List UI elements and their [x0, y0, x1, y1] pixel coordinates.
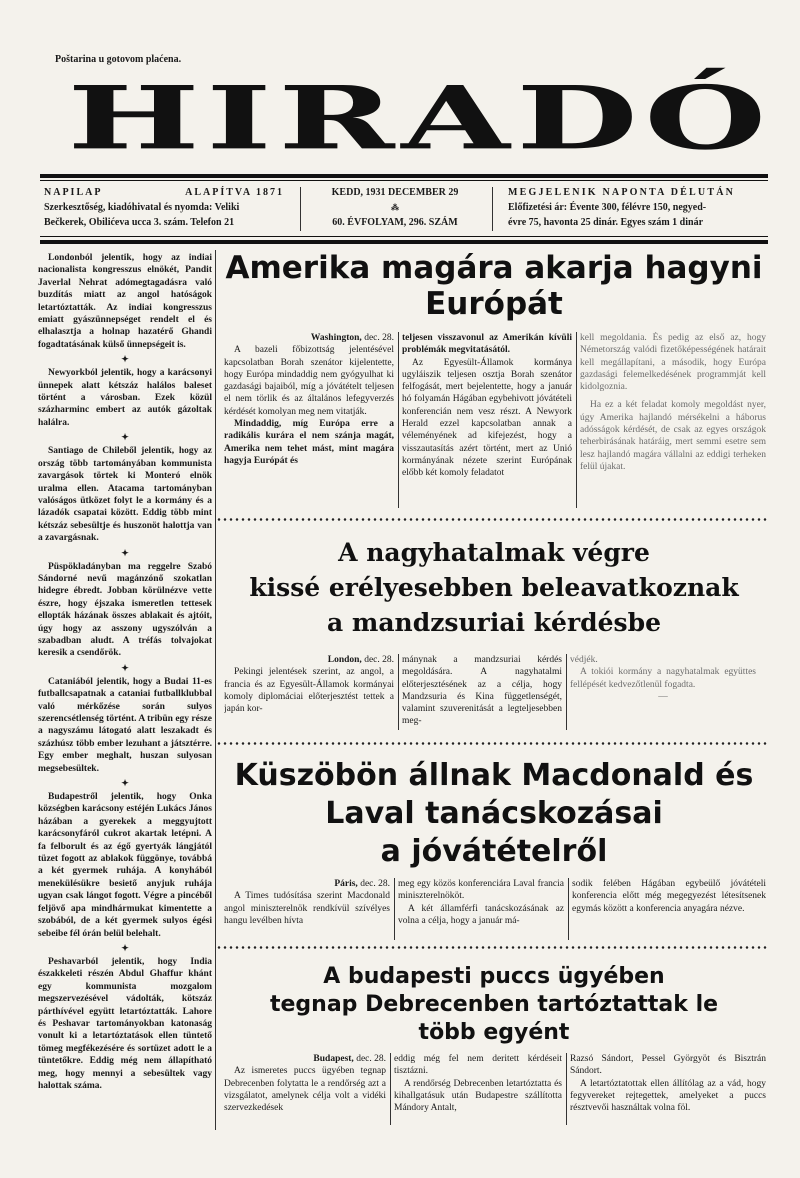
header-price-2: évre 75, havonta 25 dinár. Egyes szám 1 dinár: [508, 217, 704, 228]
header-left: [44, 185, 284, 230]
article-1-text-3: kell megoldania. És pedig az első az, hogy Németország valódi fizetőképességének határait kell megállapítani, a második, hogy Európa gazdasági felemelkedésének programmját kell kidolgoznia.: [580, 333, 766, 393]
masthead: [67, 66, 773, 169]
article-1-column-2: [402, 332, 572, 508]
article-1-date: dec. 28.: [364, 333, 394, 343]
article-4-headline-line-3: több egyént: [418, 1020, 570, 1045]
article-4-text-2: eddig még fel nem deritett kérdéseit tisztázni.: [394, 1054, 562, 1077]
article-4-text-1: Az ismeretes puccs ügyében tegnap Debrecenben folytatta le a rendőrség azt a vizsgálatot, amelynek célja volt a vidéki szervezkedések: [224, 1066, 386, 1114]
article-1-text-1: A bazeli főbizottság jelentésével kapcsolatban Borah szenátor kijelentette, hogy Európa mindaddig nem gyógyulhat ki gazdasági bajaiból, míg a jóvátételt teljesen el nem törlik és az általános lefegyverzés kérdését komolyan meg nem vitatják.: [224, 345, 394, 417]
article-2-headline-line-3: a mandzsuriai kérdésbe: [327, 608, 661, 637]
header-center: [310, 185, 480, 230]
article-4-headline-line-1: A budapesti puccs ügyében: [323, 964, 665, 989]
article-1-text-1-bold: Mindaddig, míg Európa erre a radikális kurára el nem szánja magát, Amerika nem tehet mást, mint magára hagyja Európát és: [224, 419, 394, 466]
news-item: Peshavarból jelentik, hogy India északkeleti részén Abdul Ghaffur khánt egy kommunista mozgalom megszervezésével vádolták, kötszáz párthívével együtt letartóztatták. Lahore és Peshavar tartományokban katonaság vonult ki a letartóztatások ellen tüntető tömeg megfékezésére és sortüzet adott le a tüntetőkre. Eddig még nem állapítható meg, hogy mennyi a sebesültek vagy halottak száma.: [38, 956, 212, 1091]
article-4-text-3: Razsó Sándort, Pessel Györgyöt és Bisztrán Sándort.: [570, 1054, 766, 1077]
article-2-date: dec. 28.: [364, 655, 394, 665]
left-column-divider: [215, 250, 216, 1130]
article-separator: [216, 741, 768, 746]
article-3-date: dec. 28.: [360, 879, 390, 889]
header-ornament: ⁂: [391, 203, 399, 212]
article-1-column-1: [224, 332, 394, 508]
article-3-headline-line-1: Küszöbön állnak Macdonald és: [234, 758, 754, 793]
article-2-text-1: Pekingi jelentések szerint, az angol, a francia és az Egyesült-Államok kormányai komoly diplomáciai előterjesztést tettek a japán kor-: [224, 667, 394, 715]
article-2-dateline: London,: [327, 655, 362, 665]
news-item: Cataniából jelentik, hogy a Budai 11-es futballcsapatnak a cataniai futballklubbal való mérkőzése során sulyos szerencsétlenség történt. A tribün egy része a nagyszámu látogató alatt leszakadt és százhúsz több ember lezuhant a játsztérre. Egy ember meghalt, huszan sulyosan megsebesültek.: [38, 676, 212, 774]
article-4-dateline: Budapest,: [313, 1054, 354, 1064]
article-2-column-2: [402, 654, 562, 730]
article-2-headline-line-2: kissé erélyesebben beleavatkoznak: [249, 573, 739, 602]
article-separator: [216, 517, 768, 522]
header-rule-top-thin: [40, 180, 768, 181]
article-1-text-2-bold: teljesen visszavonul az Amerikán kívüli problémák megvitatásától.: [402, 333, 572, 356]
article-3-column-2: [398, 878, 564, 940]
article-2-column-3: [570, 654, 756, 730]
header-address-2: Bečkerek, Obilićeva ucca 3. szám. Telefon 21: [44, 217, 235, 228]
postal-note: Poštarina u gotovom plaćena.: [55, 54, 182, 65]
article-2-text-2: mánynak a mandzsuriai kérdés megoldására. A nagyhatalmi előterjesztésének az a célja, hogy Mandzsuria és Kina függetlenségét, valamint szuverenitását a legteljesebben meg-: [402, 655, 562, 727]
header-founded: ALAPÍTVA 1871: [185, 187, 284, 198]
article-3-text-1: A Times tudósítása szerint Macdonald angol miniszterelnök rendkívül szívélyes hangu levélben hívta: [224, 891, 390, 926]
header-divider-1: [300, 187, 301, 231]
article-1-text-3b: Ha ez a két feladat komoly megoldást nyer, úgy Amerika hajlandó mérsékelni a háborus adósságok kérdését, de csak az egyes országok teherbirásának határáig, mert semmi esetre sem lesz hajlandó magára vállalni az eddigi terheken felül újakat.: [580, 400, 766, 472]
article-2-text-3: védjék.: [570, 655, 598, 665]
article-1-divider-2: [576, 332, 577, 508]
article-4-divider-2: [566, 1053, 567, 1125]
news-item: Newyorkból jelentik, hogy a karácsonyi ünnepek alatt kétszáz halálos baleset történt a városban. Ezek közül százharminc embert az autók gázoltak halálra.: [38, 368, 212, 428]
article-3-dateline: Páris,: [334, 879, 358, 889]
star-icon: ✦: [121, 354, 129, 365]
article-1-divider-1: [398, 332, 399, 508]
article-3-divider-1: [394, 878, 395, 940]
article-4-text-3b: A letartóztatottak ellen állítólag az a vád, hogy fegyvereket rejtegettek, amelyeket a puccs résztvevői használtak volna föl.: [570, 1078, 766, 1114]
article-4-column-2: [394, 1053, 562, 1125]
article-2-column-1: [224, 654, 394, 730]
article-3-column-3: [572, 878, 766, 940]
article-4-divider-1: [390, 1053, 391, 1125]
article-3-headline-line-3: a jóvátételről: [380, 834, 608, 869]
article-2-headline: [220, 535, 768, 640]
star-icon: ✦: [121, 942, 129, 953]
header-rule-top: [40, 174, 768, 178]
header-volume: 60. ÉVFOLYAM, 296. SZÁM: [332, 217, 458, 228]
article-4-date: dec. 28.: [356, 1054, 386, 1064]
masthead-title: HIRADÓ: [67, 66, 773, 169]
article-2-divider-1: [398, 654, 399, 730]
article-4-headline-line-2: tegnap Debrecenben tartóztattak le: [269, 992, 719, 1017]
article-separator: [216, 945, 768, 950]
article-1-text-2: Az Egyesült-Államok kormánya ugyláiszik teljesen osztja Borah szenátor felfogását, mert bejelentette, hogy a január hó folyamán Hágában egybehivott jóvátételi konferencián nem vesz részt. A Newyork Herald ezzel kapcsolatban annak a véleményének ad kifejezést, hogy a visszautasítás azért történt, mert az Unió kormányának nézete szerint Európának előbb két komoly feladatot: [402, 357, 572, 479]
article-1-headline-line-2: Európát: [425, 286, 563, 322]
header-address-1: Szerkesztőség, kiadóhivatal és nyomda: Veliki: [44, 202, 240, 213]
article-4-column-3: [570, 1053, 766, 1125]
article-2-text-3b: A tokiói kormány a nagyhatalmak együttes fellépését kedvezőtlenül fogadta.: [570, 667, 756, 690]
news-item: Budapestről jelentik, hogy Onka községben karácsony estéjén Lukács János házában a gyerekek a meggyujtott karácsonyfáról cukrot akartak letépni. A fa felborult és az égő gyertyák lángjától tüzet fogott az ablakok függönye, továbbá a két gyermek ruhája. A konyhából menekülésükre besiető anyjuk ruhája ugyan csak lángot fogott. Végre a pincéből feljövő apa mindhármukat kimentette a szobából, de a két gyermek sulyos égési sebeibe fél órán belül belehalt.: [38, 792, 212, 939]
header-napilap: NAPILAP: [44, 187, 103, 198]
star-icon: ✦: [121, 432, 129, 443]
article-2-end-mark: —: [658, 691, 668, 702]
star-icon: ✦: [121, 662, 129, 673]
article-3-headline-line-2: Laval tanácskozásai: [325, 796, 663, 831]
article-1-headline-line-1: Amerika magára akarja hagyni: [225, 250, 763, 286]
article-3-text-3: sodik felében Hágában egybeülő jóvátételi konferencia előtt még megegyezést létesítsenek egymás között a konferencia anyagára nézve.: [572, 879, 766, 914]
article-2-headline-line-1: A nagyhatalmak végre: [338, 538, 650, 567]
article-4-headline: [220, 963, 768, 1047]
article-1-headline: [220, 250, 768, 322]
article-3-text-2b: A két államférfi tanácskozásának az volna a célja, hogy a január má-: [398, 903, 564, 926]
article-3-headline: [220, 757, 768, 871]
article-3-text-2: meg egy közös konferenciára Laval francia miniszterelnököt.: [398, 879, 564, 902]
header-divider-2: [492, 187, 493, 231]
article-4-text-2b: A rendőrség Debrecenben letartóztatta és kihallgatásuk után Budapestre szállította Mándory Antalt,: [394, 1078, 562, 1114]
article-3-column-1: [224, 878, 390, 940]
header-date: KEDD, 1931 DECEMBER 29: [331, 187, 459, 198]
star-icon: ✦: [121, 547, 129, 558]
article-3-divider-2: [568, 878, 569, 940]
header-price-1: Előfizetési ár: Évente 300, félévre 150, negyed-: [508, 202, 707, 213]
star-icon: ✦: [121, 778, 129, 789]
header-right: [508, 185, 770, 230]
article-1-column-3: [580, 332, 766, 508]
header-rule-bottom: [40, 240, 768, 244]
news-item: Santiago de Chileből jelentik, hogy az ország több tartományában kommunista zavargások törtek ki Monteró elnök uralma ellen. Atacama tartományban valóságos ütközet folyt le a kormány és a lázadók csapatai között. Eddig több mint kétszáz sebesültje és huszonöt halottja van a zavargásnak.: [38, 446, 212, 544]
header-rule-bottom-thin: [40, 236, 768, 237]
news-item: Püspökladányban ma reggelre Szabó Sándorné nevű magánzónő szokatlan hidegre ébredt. Jobban körülnézve vette észre, hogy éjszaka ismeretlen tettesek ellopták házának összes ablakait és ajtóit, úgy hogy az asszony ugyszólván a szabadban aludt. A tréfás tolvajokat keresik a csendőrök.: [38, 561, 212, 659]
left-column-news: [38, 252, 212, 1096]
header-publication: MEGJELENIK NAPONTA DÉLUTÁN: [508, 187, 736, 198]
article-2-divider-2: [566, 654, 567, 730]
article-1-dateline: Washington,: [310, 333, 362, 343]
news-item: Londonból jelentik, hogy az indiai nacionalista kongresszus elnökét, Pandit Javerlal Nehrat adómegtagadásra való buzdítás miatt az angol hatóságok letartóztatták. Az indiai kongresszus emiatt gyászünnepséget rendelt el és elhalasztja a holnap hazatérő Ghandi fogadtatásának külső ünnepségeit is.: [38, 253, 212, 350]
article-4-column-1: [224, 1053, 386, 1125]
